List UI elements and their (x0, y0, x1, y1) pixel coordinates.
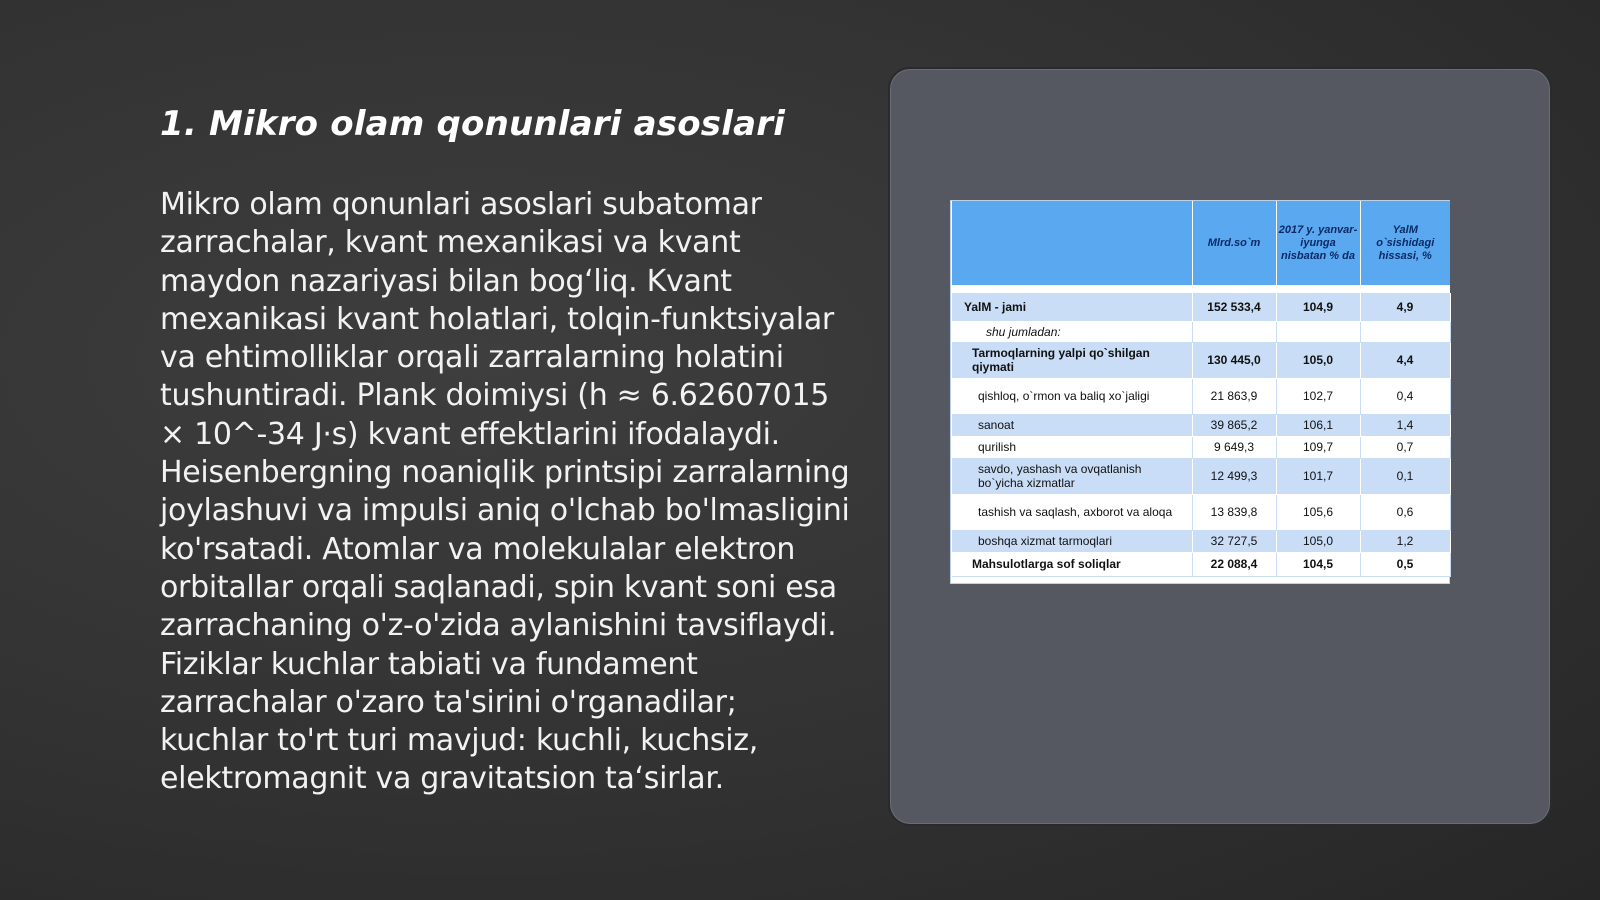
row-value: 4,4 (1360, 342, 1450, 378)
gdp-table (952, 201, 1451, 577)
row-value: 32 727,5 (1192, 530, 1276, 552)
table-row (952, 293, 1450, 321)
slide-title: 1. Mikro olam qonunlari asoslari (160, 104, 786, 144)
row-value: 13 839,8 (1192, 494, 1276, 530)
row-value: 0,5 (1360, 552, 1450, 576)
row-value: 0,4 (1360, 378, 1450, 414)
table-row (952, 458, 1450, 494)
slide-body-text: Mikro olam qonunlari asoslari subatomar zarrachalar, kvant mexanikasi va kvant maydon nazariyasi bilan bog‘liq. Kvant mexanikasi kvant holatlari, tolqin-funktsiyalar va ehtimolliklar orqali zarralarning holatini tushuntiradi. Plank doimiysi (h ≈ 6.62607015 × 10^-34 J·s) kvant effektlarini ifodalaydi. Heisenbergning noaniqlik printsipi zarralarning joylashuvi va impulsi aniq o'lchab bo'lmasligini ko'rsatadi. Atomlar va molekulalar elektron orbitallar orqali saqlanadi, spin kvant soni esa zarrachaning o'z-o'zida aylanishini tavsiflaydi. Fiziklar kuchlar tabiati va fundament zarrachalar o'zaro ta'sirini o'rganadilar; kuchlar to'rt turi mavjud: kuchli, kuchsiz, elektromagnit va gravitatsion ta‘sirlar. (160, 187, 850, 797)
row-value: 104,9 (1276, 293, 1360, 321)
row-label: shu jumladan: (952, 321, 1192, 342)
row-value: 12 499,3 (1192, 458, 1276, 494)
statistics-table-image (950, 200, 1450, 584)
row-value: 0,6 (1360, 494, 1450, 530)
row-value: 104,5 (1276, 552, 1360, 576)
row-label: YalM - jami (952, 293, 1192, 321)
row-value: 9 649,3 (1192, 436, 1276, 458)
row-value: 4,9 (1360, 293, 1450, 321)
row-label: Mahsulotlarga sof soliqlar (952, 552, 1192, 576)
row-label: Tarmoqlarning yalpi qo`shilgan qiymati (952, 342, 1192, 378)
row-value: 39 865,2 (1192, 414, 1276, 436)
row-label: qurilish (952, 436, 1192, 458)
row-value: 105,6 (1276, 494, 1360, 530)
row-value: 152 533,4 (1192, 293, 1276, 321)
row-value: 102,7 (1276, 378, 1360, 414)
row-value: 101,7 (1276, 458, 1360, 494)
row-value (1360, 321, 1450, 342)
row-label: savdo, yashash va ovqatlanish bo`yicha xizmatlar (952, 458, 1192, 494)
row-value: 0,1 (1360, 458, 1450, 494)
row-value: 1,2 (1360, 530, 1450, 552)
row-label: boshqa xizmat tarmoqlari (952, 530, 1192, 552)
header-share: YalM o`sishidagi hissasi, % (1360, 201, 1450, 285)
table-row (952, 321, 1450, 342)
row-value: 1,4 (1360, 414, 1450, 436)
row-value: 109,7 (1276, 436, 1360, 458)
row-value: 0,7 (1360, 436, 1450, 458)
row-value: 22 088,4 (1192, 552, 1276, 576)
row-label: tashish va saqlash, axborot va aloqa (952, 494, 1192, 530)
table-row (952, 436, 1450, 458)
row-value: 21 863,9 (1192, 378, 1276, 414)
table-row (952, 494, 1450, 530)
row-value: 105,0 (1276, 530, 1360, 552)
row-value (1276, 321, 1360, 342)
row-label: qishloq, o`rmon va baliq xo`jaligi (952, 378, 1192, 414)
table-row (952, 530, 1450, 552)
header-percent: 2017 y. yanvar-iyunga nisbatan % da (1276, 201, 1360, 285)
row-value: 106,1 (1276, 414, 1360, 436)
table-row (952, 342, 1450, 378)
table-row (952, 552, 1450, 576)
table-row (952, 414, 1450, 436)
row-value: 105,0 (1276, 342, 1360, 378)
header-label (952, 201, 1192, 285)
row-value: 130 445,0 (1192, 342, 1276, 378)
table-row (952, 378, 1450, 414)
header-mlrd: Mlrd.so`m (1192, 201, 1276, 285)
row-label: sanoat (952, 414, 1192, 436)
row-value (1192, 321, 1276, 342)
